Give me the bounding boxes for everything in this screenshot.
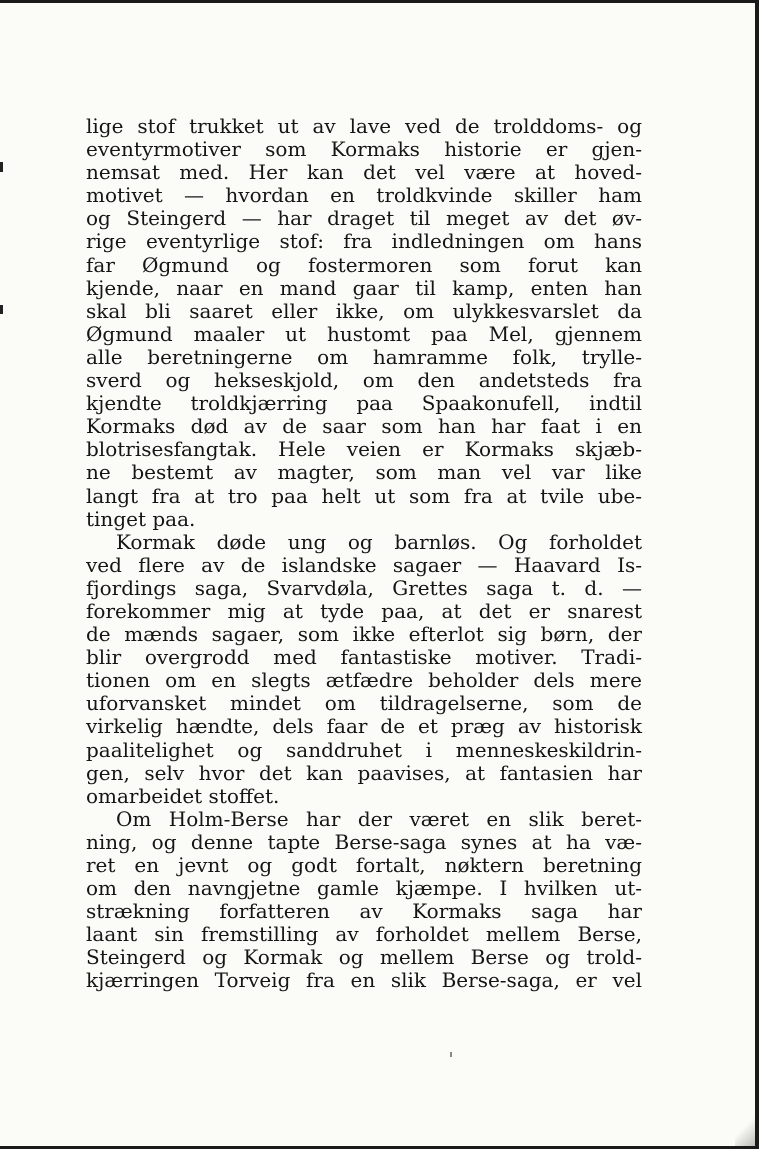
text-line: Kormak døde ung og barnløs. Og forholdet xyxy=(116,529,642,554)
text-line: rige eventyrlige stof: fra indledningen om hans xyxy=(86,229,642,254)
text-line: langt fra at tro paa helt ut som fra at tvile ube- xyxy=(86,483,642,508)
text-line: tionen om en slegts ætfædre beholder dels mere xyxy=(86,668,642,693)
text-line: ret en jevnt og godt fortalt, nøktern beretning xyxy=(86,853,642,877)
text-line: uforvansket mindet om tildragelserne, som de xyxy=(86,691,642,716)
text-line: blir overgrodd med fantastiske motiver. Tradi- xyxy=(86,645,642,670)
scan-edge-top xyxy=(0,0,759,3)
text-line: motivet — hvordan en troldkvinde skiller ham xyxy=(86,183,642,208)
scan-speck xyxy=(450,1052,452,1057)
text-line: kjærringen Torveig fra en slik Berse-saga, er vel xyxy=(86,968,642,993)
text-line: ne bestemt av magter, som man vel var like xyxy=(86,460,642,485)
text-line: gen, selv hvor det kan paavises, at fantasien har xyxy=(86,760,642,785)
text-line: forekommer mig at tyde paa, at det er snarest xyxy=(86,598,642,623)
text-line: kjendte troldkjærring paa Spaakonufell, indtil xyxy=(86,391,642,416)
text-line: Om Holm-Berse har der været en slik beret- xyxy=(116,806,642,831)
text-line: om den navngjetne gamle kjæmpe. I hvilken ut- xyxy=(86,876,642,901)
paragraph xyxy=(86,531,642,808)
text-line: omarbeidet stoffet. xyxy=(86,783,280,808)
text-line: Kormaks død av de saar som han har faat i en xyxy=(86,414,642,439)
text-line: eventyrmotiver som Kormaks historie er gjen- xyxy=(86,137,642,162)
text-line: laant sin fremstilling av forholdet mellem Berse, xyxy=(86,922,642,947)
text-line: nemsat med. Her kan det vel være at hoved- xyxy=(86,160,642,185)
text-line: kjende, naar en mand gaar til kamp, enten han xyxy=(86,275,642,300)
text-line: tinget paa. xyxy=(86,506,196,531)
text-line: strækning forfatteren av Kormaks saga har xyxy=(86,899,642,924)
text-line: blotrisesfangtak. Hele veien er Kormaks skjæb- xyxy=(86,437,642,462)
text-line: Steingerd og Kormak og mellem Berse og trold- xyxy=(86,945,642,970)
text-line: ved flere av de islandske sagaer — Haavard Is- xyxy=(86,552,642,577)
text-line: og Steingerd — har draget til meget av det øv- xyxy=(86,206,642,231)
page-corner-shadow xyxy=(735,1116,755,1146)
text-line: Øgmund maaler ut hustomt paa Mel, gjennem xyxy=(86,321,642,346)
scan-edge-right xyxy=(755,0,759,1149)
paragraph xyxy=(86,808,642,993)
text-line: de mænds sagaer, som ikke efterlot sig børn, der xyxy=(86,622,642,647)
text-line: ning, og denne tapte Berse-saga synes at ha væ- xyxy=(86,829,642,854)
body-text xyxy=(86,115,642,993)
text-line: fjordings saga, Svarvdøla, Grettes saga t. d. — xyxy=(86,575,642,600)
margin-mark xyxy=(0,162,3,172)
text-line: alle beretningerne om hamramme folk, trylle- xyxy=(86,344,642,369)
text-line: lige stof trukket ut av lave ved de trolddoms- og xyxy=(86,114,642,138)
text-line: far Øgmund og fostermoren som forut kan xyxy=(86,252,642,277)
text-line: skal bli saaret eller ikke, om ulykkesvarslet da xyxy=(86,298,642,323)
text-line: virkelig hændte, dels faar de et præg av historisk xyxy=(86,714,642,739)
paragraph xyxy=(86,115,642,531)
text-line: sverd og hekseskjold, om den andetsteds fra xyxy=(86,368,642,393)
text-line: paalitelighet og sanddruhet i menneskeskildrin- xyxy=(86,737,642,762)
margin-mark xyxy=(0,305,3,314)
